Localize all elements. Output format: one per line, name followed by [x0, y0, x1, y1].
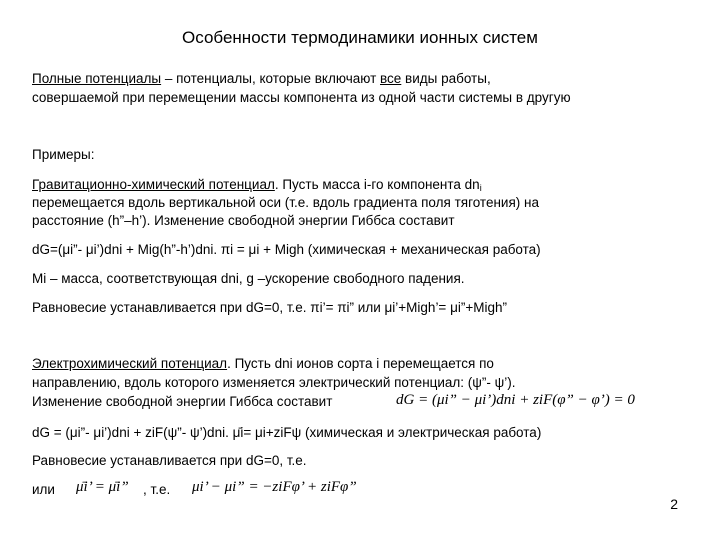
electro-te: , т.е. — [143, 482, 171, 497]
definition-text-a: – потенциалы, которые включают — [161, 71, 381, 86]
electro-equilibrium: Равновесие устанавливается при dG=0, т.е. — [32, 453, 307, 468]
definition-line-1 — [32, 70, 491, 88]
electro-line-2: направлению, вдоль которого изменяется электрический потенциал: (ψ”- ψ’). — [32, 375, 516, 390]
grav-line-2: перемещается вдоль вертикальной оси (т.е. вдоль градиента поля тяготения) на — [32, 195, 539, 210]
electro-line-1 — [32, 355, 494, 373]
electro-line-1-text: . Пусть dni ионов сорта i перемещается по — [227, 356, 494, 371]
grav-equilibrium: Равновесие устанавливается при dG=0, т.е. πi’= πi” или μi’+Migh’= μi”+Migh” — [32, 300, 507, 315]
grav-line-3: расстояние (h”–h’). Изменение свободной энергии Гиббса составит — [32, 213, 455, 228]
definition-text-b: виды работы, — [401, 71, 491, 86]
definition-all: все — [380, 71, 402, 86]
page-number: 2 — [670, 496, 678, 512]
slide-title: Особенности термодинамики ионных систем — [182, 28, 538, 47]
electro-term: Электрохимический потенциал — [32, 356, 228, 371]
electro-or: или — [32, 482, 55, 497]
examples-label: Примеры: — [32, 147, 95, 162]
definition-term: Полные потенциалы — [32, 71, 162, 86]
grav-line-1-text: . Пусть масса i-го компонента dn — [274, 177, 480, 192]
equality-formula-1: μ̄i’ = μ̄i” — [76, 479, 129, 495]
equality-formula-2: μi’ − μi” = −ziFφ’ + ziFφ” — [192, 479, 357, 495]
electro-equation: dG = (μi”- μi’)dni + ziF(ψ”- ψ’)dni. μ̄i= μi+ziFψ (химическая и электрическая работа) — [32, 425, 542, 440]
grav-mass-line: Mi – масса, соответствующая dni, g –ускорение свободного падения. — [32, 271, 465, 286]
electro-line-3: Изменение свободной энергии Гиббса составит — [32, 394, 333, 409]
grav-line-1-sub: i — [479, 183, 482, 193]
definition-line-2: совершаемой при перемещении массы компонента из одной части системы в другую — [32, 90, 571, 105]
grav-term: Гравитационно-химический потенциал — [32, 177, 275, 192]
gibbs-formula: dG = (μi” − μi’)dni + ziF(φ” − φ’) = 0 — [396, 392, 635, 408]
grav-equation: dG=(μi”- μi’)dni + Mig(h”-h’)dni. πi = μi + Migh (химическая + механическая работа) — [32, 242, 541, 257]
